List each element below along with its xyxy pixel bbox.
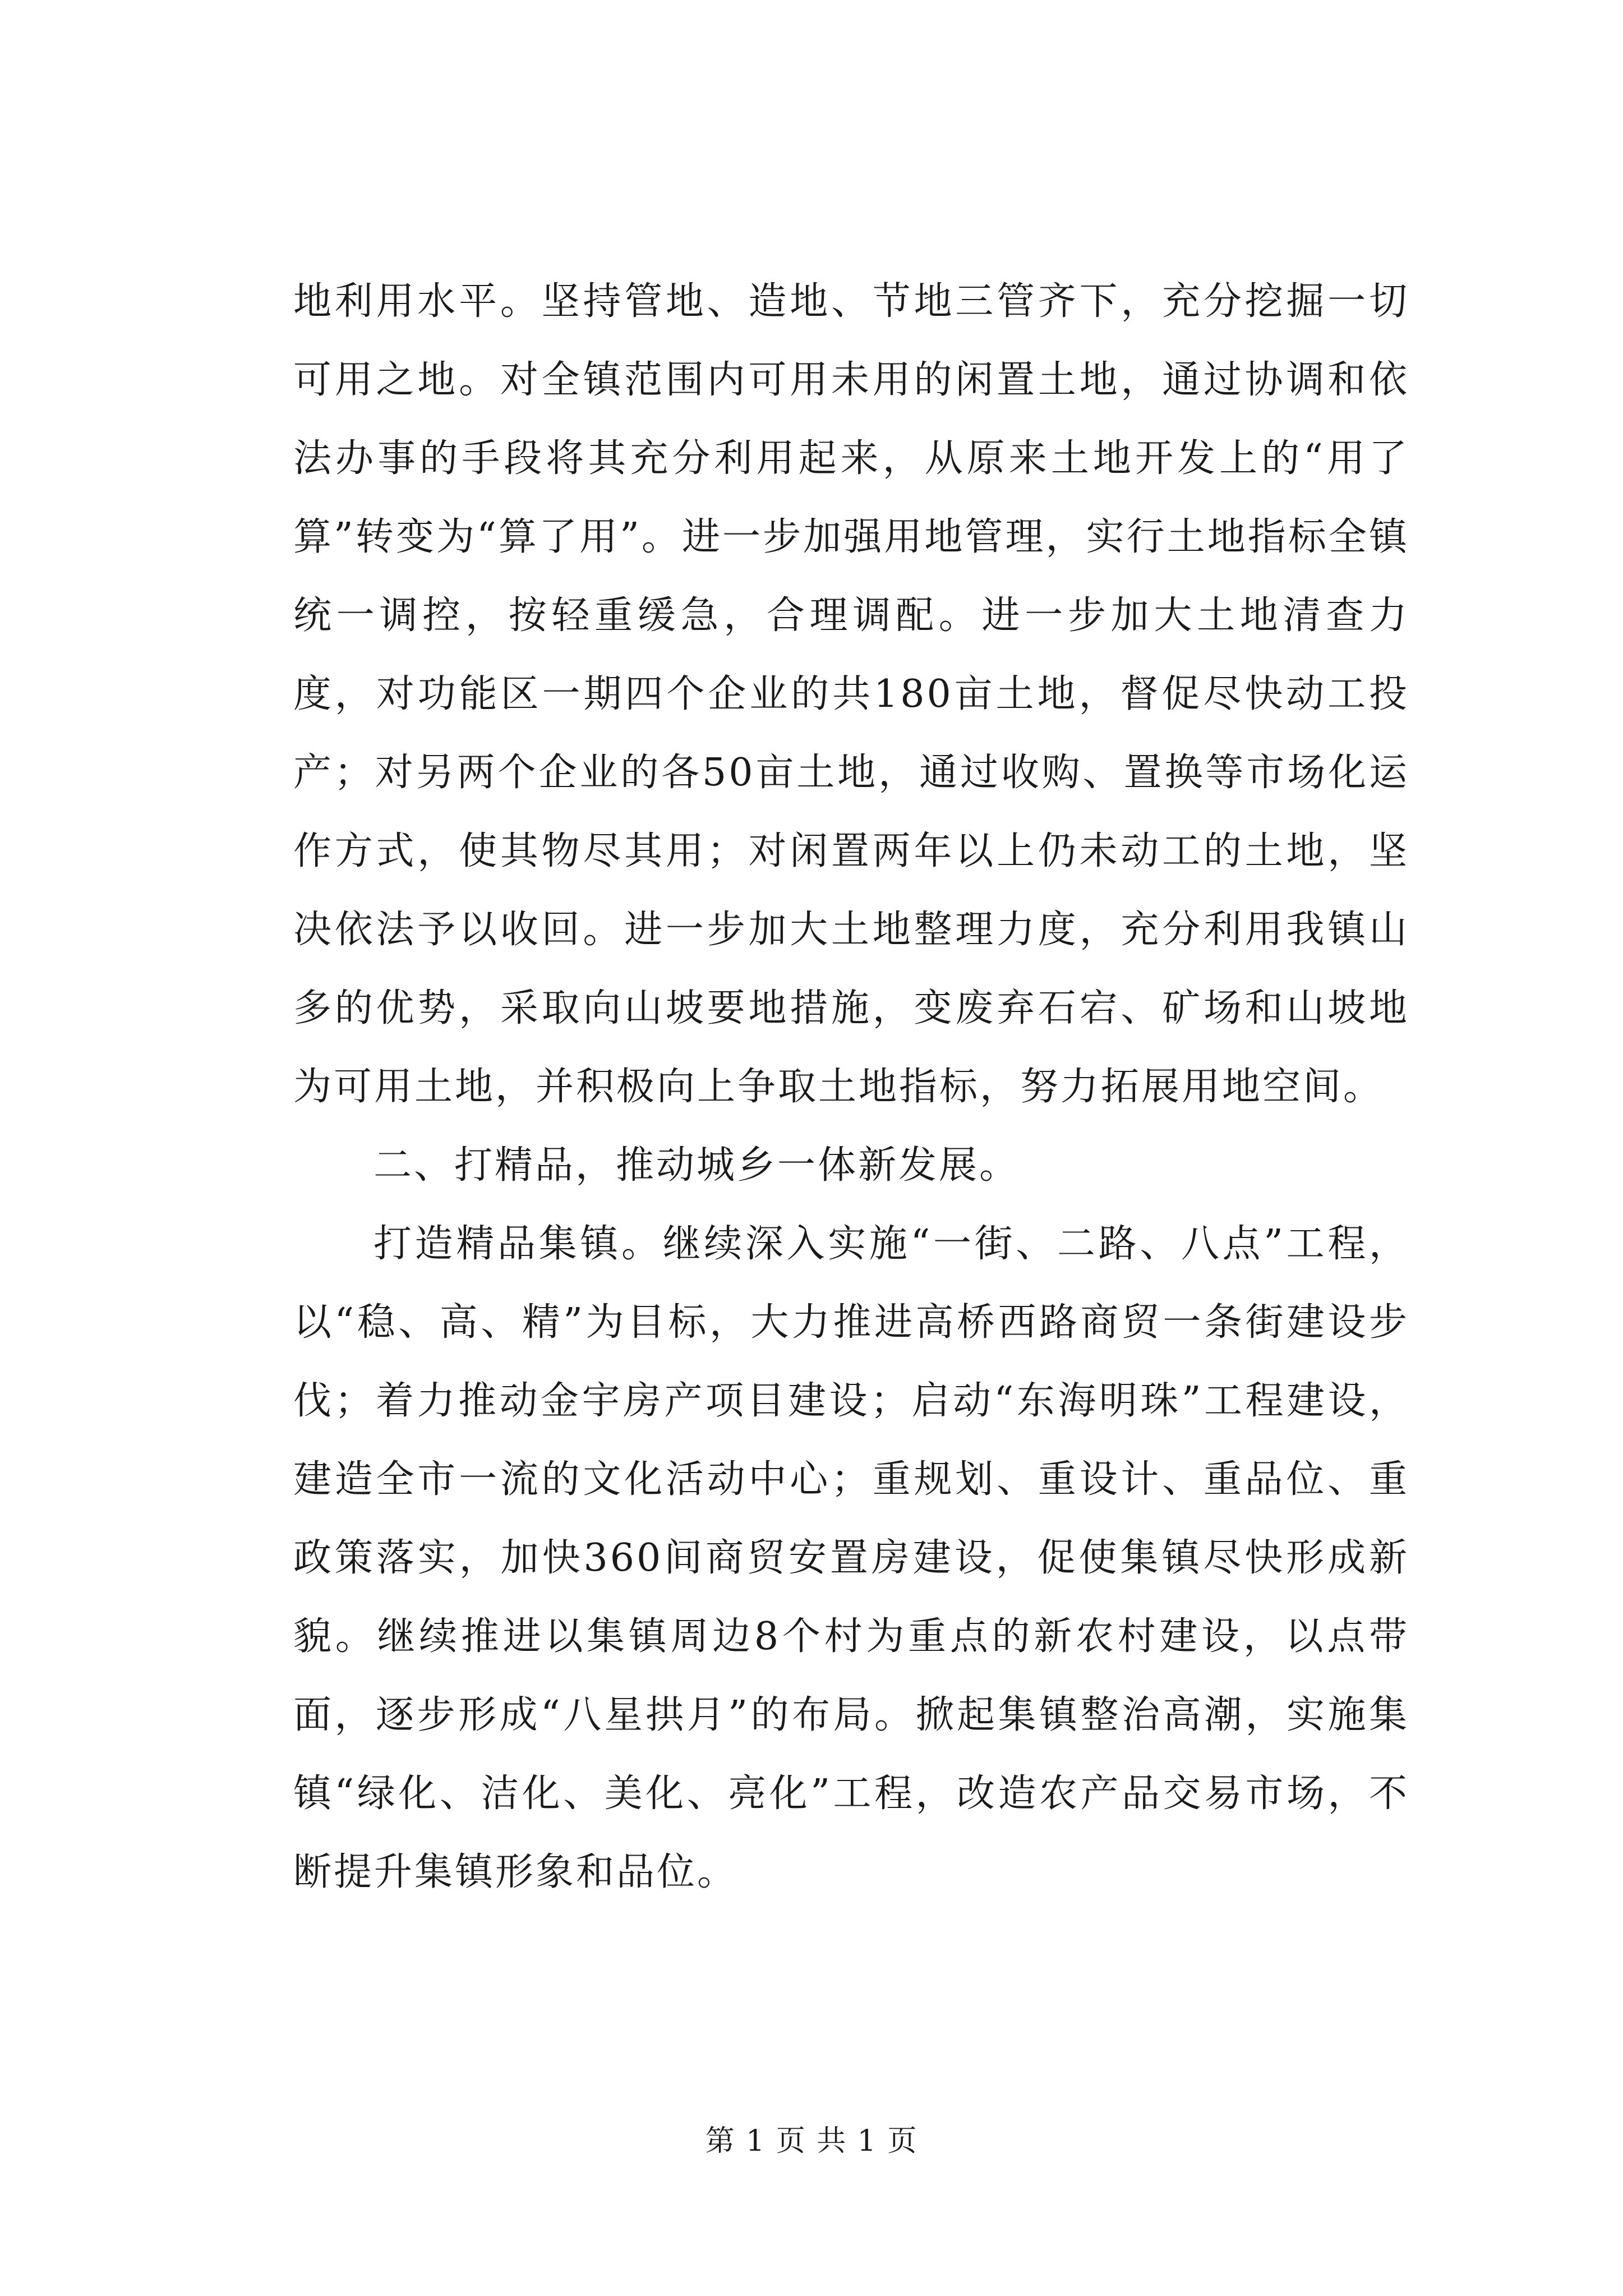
document-body (293, 263, 1409, 1912)
page-footer: 第 1 页 共 1 页 (705, 2124, 918, 2158)
paragraph-land-use: 地利用水平。坚持管地、造地、节地三管齐下，充分挖掘一切可用之地。对全镇范围内可用未用的闲置土地，通过协调和依法办事的手段将其充分利用起来，从原来土地开发上的“用了算”转变为“算了用”。进一步加强用地管理，实行土地指标全镇统一调控，按轻重缓急，合理调配。进一步加大土地清查力度，对功能区一期四个企业的共180亩土地，督促尽快动工投产；对另两个企业的各50亩土地，通过收购、置换等市场化运作方式，使其物尽其用；对闲置两年以上仍未动工的土地，坚决依法予以收回。进一步加大土地整理力度，充分利用我镇山多的优势，采取向山坡要地措施，变废弃石宕、矿场和山坡地为可用土地，并积极向上争取土地指标，努力拓展用地空间。 (293, 279, 1409, 1109)
paragraph-town-building: 打造精品集镇。继续深入实施“一街、二路、八点”工程，以“稳、高、精”为目标，大力推进高桥西路商贸一条街建设步伐；着力推动金宇房产项目建设；启动“东海明珠”工程建设，建造全市一流的文化活动中心；重规划、重设计、重品位、重政策落实，加快360间商贸安置房建设，促使集镇尽快形成新貌。继续推进以集镇周边8个村为重点的新农村建设，以点带面，逐步形成“八星拱月”的布局。掀起集镇整治高潮，实施集镇“绿化、洁化、美化、亮化”工程，改造农产品交易市场，不断提升集镇形象和品位。 (293, 1222, 1409, 1894)
section-heading-2: 二、打精品，推动城乡一体新发展。 (374, 1143, 1020, 1188)
